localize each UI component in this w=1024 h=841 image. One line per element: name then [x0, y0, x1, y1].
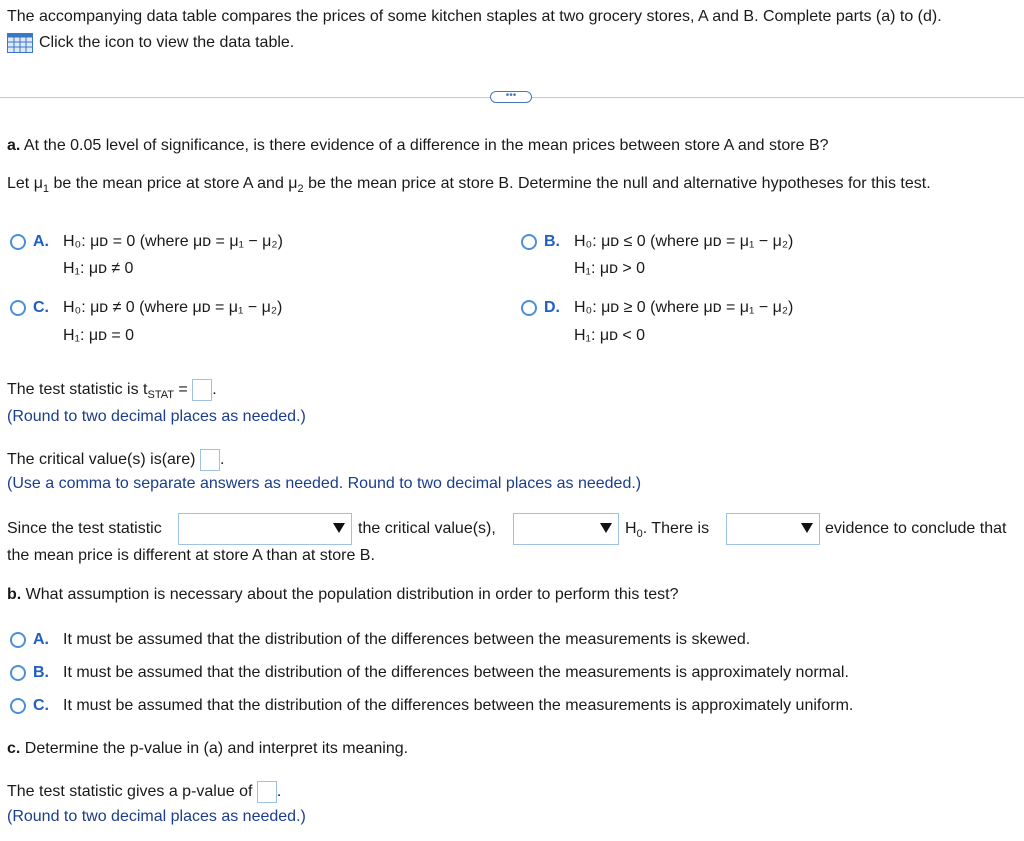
- hypothesis-option-d-label[interactable]: D.: [544, 299, 560, 316]
- hypothesis-option-a-h1[interactable]: H₁: μᴅ ≠ 0: [63, 260, 134, 277]
- assumption-option-c-radio[interactable]: [10, 698, 26, 714]
- part-b-question: [7, 586, 678, 604]
- assumption-option-a-text[interactable]: It must be assumed that the distribution of the differences between the measurements is skewed.: [63, 631, 751, 648]
- hypothesis-option-b-label[interactable]: B.: [544, 233, 560, 250]
- decision-dropdown[interactable]: [513, 513, 619, 545]
- part-c-question: [7, 740, 408, 758]
- hypothesis-option-c-label[interactable]: C.: [33, 299, 49, 316]
- part-a-question: [7, 137, 829, 155]
- test-statistic-subscript: STAT: [147, 389, 174, 402]
- test-statistic-equals: =: [173, 381, 188, 399]
- pvalue-input[interactable]: [257, 781, 277, 803]
- hypothesis-option-c-h0[interactable]: H₀: μᴅ ≠ 0 (where μᴅ = μ₁ − μ₂): [63, 299, 283, 316]
- since-text-3: [625, 520, 709, 538]
- pvalue-hint: (Round to two decimal places as needed.): [7, 808, 306, 825]
- assumption-option-b-label[interactable]: B.: [33, 664, 49, 681]
- mu1-subscript: 1: [42, 183, 50, 195]
- evidence-dropdown[interactable]: [726, 513, 820, 545]
- since-text-4: evidence to conclude that: [825, 520, 1007, 537]
- critical-value-input[interactable]: [200, 449, 220, 471]
- since-text-1: Since the test statistic: [7, 520, 162, 537]
- hypothesis-option-c-radio[interactable]: [10, 300, 26, 316]
- data-table-link[interactable]: [7, 33, 294, 53]
- part-b-question-text: What assumption is necessary about the population distribution in order to perform this test?: [25, 586, 679, 603]
- let-prefix: Let μ: [7, 175, 43, 192]
- hypothesis-option-a-h0[interactable]: H₀: μᴅ = 0 (where μᴅ = μ₁ − μ₂): [63, 233, 283, 250]
- hypothesis-option-b-h1[interactable]: H₁: μᴅ > 0: [574, 260, 646, 277]
- critical-value-line: The critical value(s) is(are) .: [7, 449, 224, 471]
- data-table-icon[interactable]: [7, 33, 33, 53]
- test-statistic-hint: (Round to two decimal places as needed.): [7, 408, 306, 425]
- part-a-definition: [7, 175, 931, 193]
- hypothesis-option-c-h1[interactable]: H₁: μᴅ = 0: [63, 327, 135, 344]
- test-statistic-input[interactable]: [192, 379, 212, 401]
- part-a-label: a.: [7, 137, 21, 154]
- critical-value-hint: (Use a comma to separate answers as needed. Round to two decimal places as needed.): [7, 475, 642, 492]
- since-text-5: the mean price is different at store A than at store B.: [7, 547, 375, 564]
- assumption-option-b-text[interactable]: It must be assumed that the distribution of the differences between the measurements is approximately normal.: [63, 664, 849, 681]
- let-mid: be the mean price at store A and μ: [49, 175, 298, 192]
- let-suffix: be the mean price at store B. Determine the null and alternative hypotheses for this test.: [303, 175, 931, 192]
- data-table-link-label[interactable]: Click the icon to view the data table.: [39, 34, 295, 52]
- dropdown-arrow-icon: [600, 523, 612, 533]
- test-statistic-comparison-dropdown[interactable]: [178, 513, 352, 545]
- assumption-option-b-radio[interactable]: [10, 665, 26, 681]
- part-b-label: b.: [7, 586, 22, 603]
- since-text-2: the critical value(s),: [358, 520, 496, 537]
- hypothesis-option-b-radio[interactable]: [521, 234, 537, 250]
- expand-button[interactable]: •••: [490, 91, 532, 103]
- test-statistic-line: The test statistic is $t_{STAT}$ = .: [7, 379, 217, 401]
- hypothesis-option-d-h0[interactable]: H₀: μᴅ ≥ 0 (where μᴅ = μ₁ − μ₂): [574, 299, 794, 316]
- hypothesis-option-d-radio[interactable]: [521, 300, 537, 316]
- test-statistic-prefix: The test statistic is t: [7, 381, 148, 399]
- assumption-option-a-radio[interactable]: [10, 632, 26, 648]
- part-a-question-text: At the 0.05 level of significance, is there evidence of a difference in the mean prices between store A and store B?: [23, 137, 829, 154]
- assumption-option-c-label[interactable]: C.: [33, 697, 49, 714]
- mu2-subscript: 2: [297, 183, 304, 195]
- hypothesis-option-b-h0[interactable]: H₀: μᴅ ≤ 0 (where μᴅ = μ₁ − μ₂): [574, 233, 794, 250]
- since-text-3-rest: . There is: [642, 520, 710, 537]
- intro-text: The accompanying data table compares the prices of some kitchen staples at two grocery stores, A and B. Complete parts (a) to (d).: [7, 8, 942, 25]
- part-c-label: c.: [7, 740, 21, 757]
- hypothesis-option-a-label[interactable]: A.: [33, 233, 49, 250]
- assumption-option-a-label[interactable]: A.: [33, 631, 49, 648]
- h0-subscript: 0: [636, 528, 643, 540]
- pvalue-prefix: The test statistic gives a p-value of: [7, 783, 253, 801]
- critical-value-prefix: The critical value(s) is(are): [7, 451, 196, 469]
- assumption-option-c-text[interactable]: It must be assumed that the distribution of the differences between the measurements is approximately uniform.: [63, 697, 854, 714]
- pvalue-line: The test statistic gives a p-value of .: [7, 781, 281, 803]
- hypothesis-option-d-h1[interactable]: H₁: μᴅ < 0: [574, 327, 646, 344]
- dropdown-arrow-icon: [333, 523, 345, 533]
- hypothesis-option-a-radio[interactable]: [10, 234, 26, 250]
- part-c-question-text: Determine the p-value in (a) and interpret its meaning.: [24, 740, 409, 757]
- dropdown-arrow-icon: [801, 523, 813, 533]
- h0-letter: H: [625, 520, 637, 537]
